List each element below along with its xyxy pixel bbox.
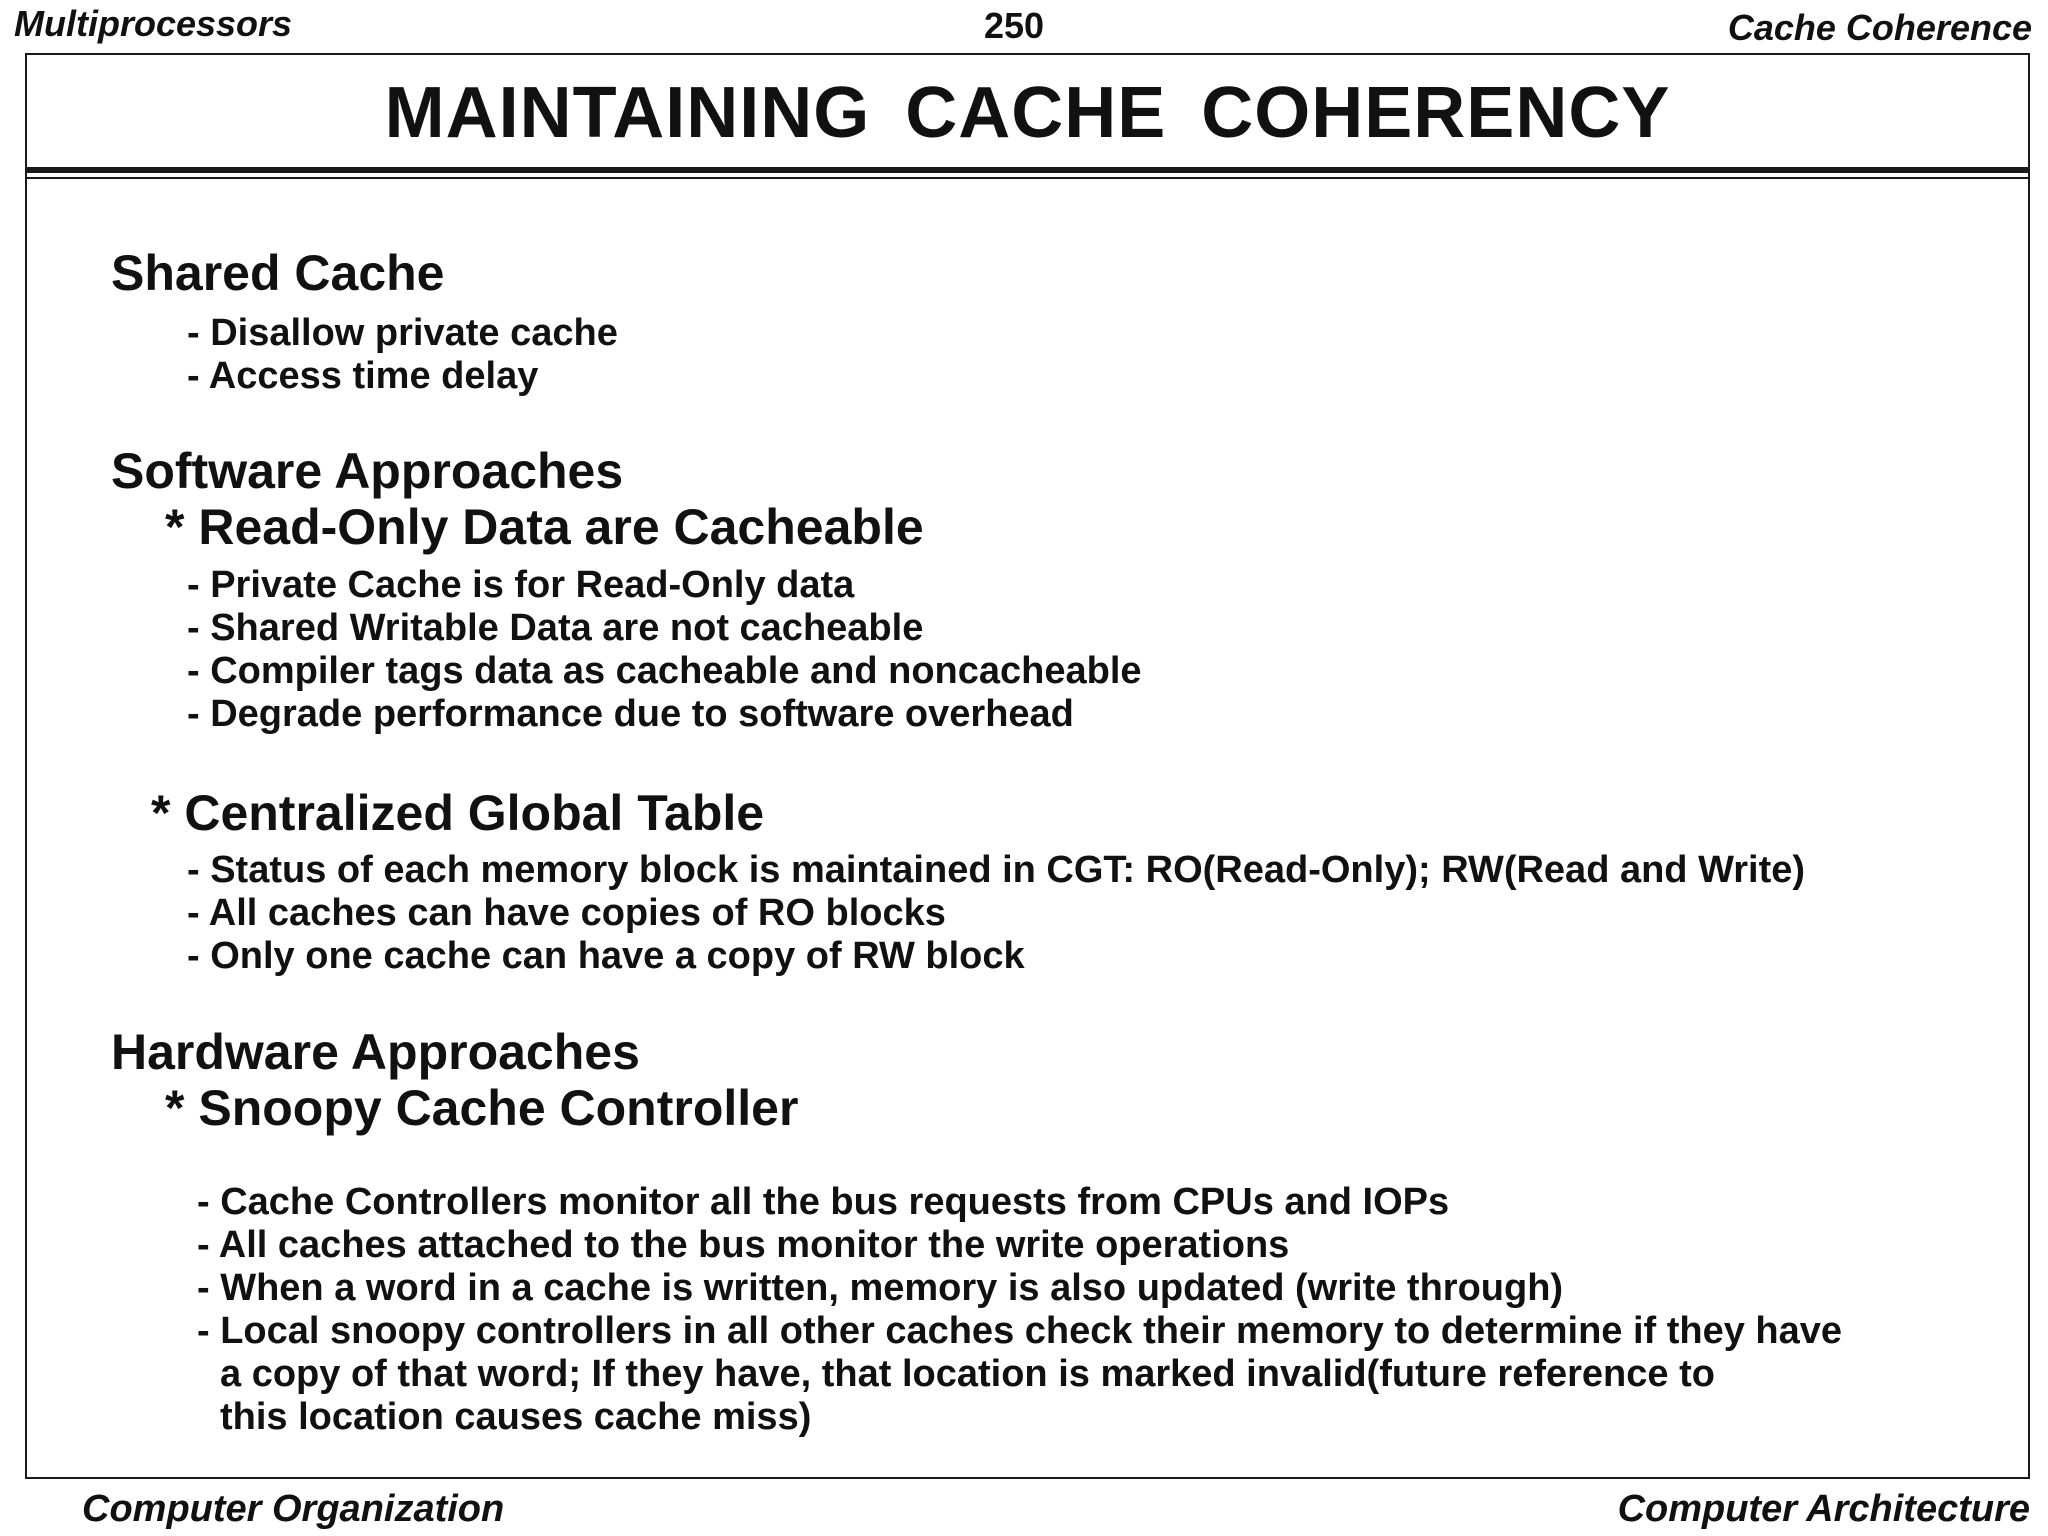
title-divider-thin <box>27 177 2028 179</box>
list-item: - Private Cache is for Read-Only data <box>187 564 855 606</box>
subheading-cgt: * Centralized Global Table <box>151 785 765 841</box>
section-heading-software: Software Approaches <box>111 443 624 499</box>
header-left: Multiprocessors <box>14 3 293 44</box>
slide-title: MAINTAINING CACHE COHERENCY <box>384 73 1671 153</box>
list-item: - All caches attached to the bus monitor the write operations <box>197 1224 1290 1266</box>
footer-left: Computer Organization <box>82 1488 505 1530</box>
footer-right: Computer Architecture <box>1617 1488 2030 1530</box>
list-item: - Local snoopy controllers in all other caches check their memory to determine if they have <box>197 1310 1843 1352</box>
list-item: - Access time delay <box>187 355 539 397</box>
list-item: - Compiler tags data as cacheable and noncacheable <box>187 650 1142 692</box>
slide-frame <box>25 53 2030 1479</box>
list-item: - When a word in a cache is written, memory is also updated (write through) <box>197 1267 1564 1309</box>
list-item-continuation: this location causes cache miss) <box>220 1396 812 1438</box>
section-heading-hardware: Hardware Approaches <box>111 1024 640 1080</box>
page-number: 250 <box>984 5 1045 46</box>
list-item: - Disallow private cache <box>187 312 618 354</box>
subheading-read-only: * Read-Only Data are Cacheable <box>165 499 924 555</box>
header-right: Cache Coherence <box>1727 7 2032 48</box>
section-heading-shared-cache: Shared Cache <box>111 245 445 301</box>
title-divider-thick <box>27 167 2028 173</box>
list-item: - Only one cache can have a copy of RW block <box>187 935 1025 977</box>
list-item: - Status of each memory block is maintained in CGT: RO(Read-Only); RW(Read and Write) <box>187 849 1806 891</box>
list-item: - Degrade performance due to software overhead <box>187 693 1074 735</box>
list-item: - Shared Writable Data are not cacheable <box>187 607 924 649</box>
subheading-snoopy: * Snoopy Cache Controller <box>165 1080 799 1136</box>
list-item: - All caches can have copies of RO blocks <box>187 892 946 934</box>
list-item: - Cache Controllers monitor all the bus requests from CPUs and IOPs <box>197 1181 1450 1223</box>
list-item-continuation: a copy of that word; If they have, that location is marked invalid(future reference to <box>220 1353 1715 1395</box>
